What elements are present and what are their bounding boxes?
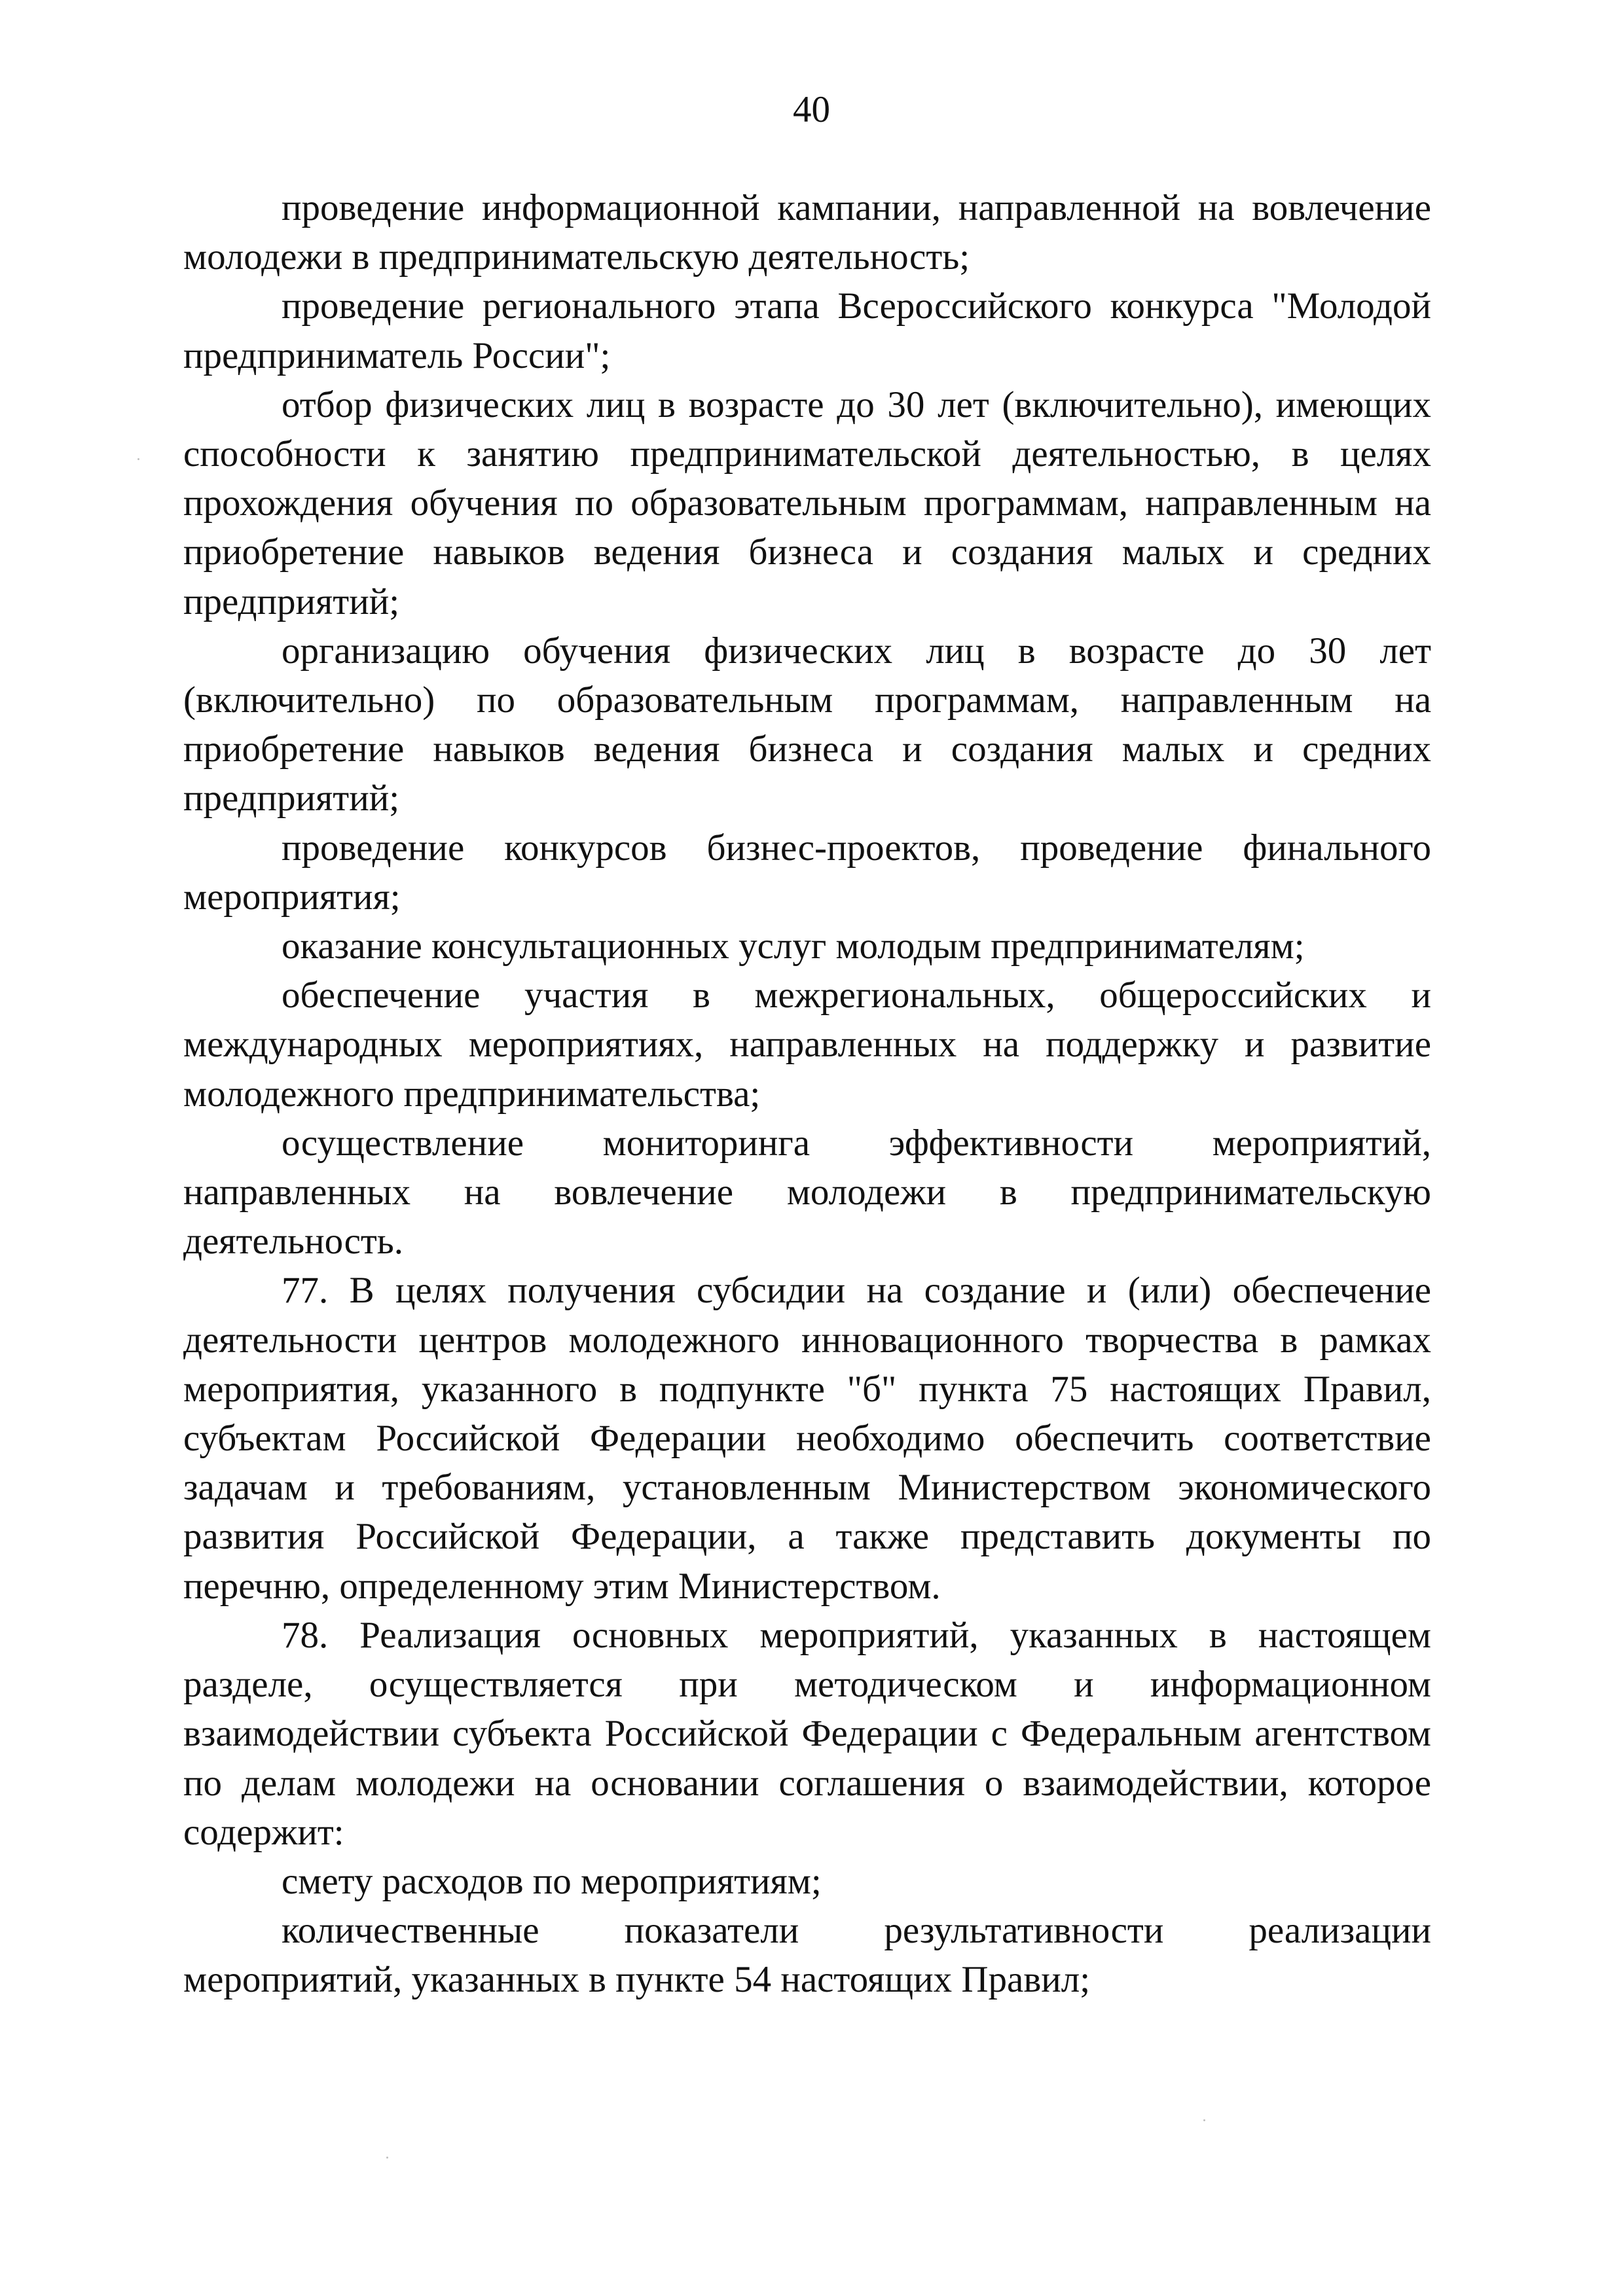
paragraph-training: организацию обучения физических лиц в возрасте до 30 лет (включительно) по образовательным программам, направленным на приобретение навыков ведения бизнеса и создания малых и средних предприятий; <box>183 630 1431 819</box>
paragraph-monitoring: осуществление мониторинга эффективности мероприятий, направленных на вовлечение молодежи в предпринимательскую деятельность. <box>183 1122 1431 1263</box>
paragraph-indicators: количественные показатели результативности реализации мероприятий, указанных в пункте 54 настоящих Правил; <box>183 1910 1431 2001</box>
paragraph-info-campaign: проведение информационной кампании, направленной на вовлечение молодежи в предпринимательскую деятельность; <box>183 187 1431 278</box>
paragraph-participation: обеспечение участия в межрегиональных, общероссийских и международных мероприятиях, направленных на поддержку и развитие молодежного предпринимательства; <box>183 975 1431 1115</box>
page-number: 40 <box>793 89 830 130</box>
paragraph-item-77: 77. В целях получения субсидии на создание и (или) обеспечение деятельности центров молодежного инновационного творчества в рамках мероприятия, указанного в подпункте "б" пункта 75 настоящих Правил, субъектам Российской Федерации необходимо обеспечить соответствие задачам и требованиям, установленным Министерством экономического развития Российской Федерации, а также представить документы по перечню, определенному этим Министерством. <box>183 1270 1431 1607</box>
paragraph-item-78: 78. Реализация основных мероприятий, указанных в настоящем разделе, осуществляется при методическом и информационном взаимодействии субъекта Российской Федерации с Федеральным агентством по делам молодежи на основании соглашения о взаимодействии, которое содержит: <box>183 1614 1431 1853</box>
document-body <box>183 183 1431 2005</box>
scan-speck <box>1203 2119 1205 2121</box>
paragraph-cost-estimate: смету расходов по мероприятиям; <box>282 1860 822 1902</box>
paragraph-consulting: оказание консультационных услуг молодым предпринимателям; <box>282 925 1305 967</box>
scan-speck <box>386 2157 388 2159</box>
paragraph-regional-stage: проведение регионального этапа Всероссийского конкурса "Молодой предприниматель России"; <box>183 285 1431 376</box>
scan-speck <box>137 458 139 460</box>
paragraph-selection: отбор физических лиц в возрасте до 30 лет (включительно), имеющих способности к занятию предпринимательской деятельностью, в целях прохождения обучения по образовательным программам, направленным на приобретение навыков ведения бизнеса и создания малых и средних предприятий; <box>183 384 1431 622</box>
paragraph-contests: проведение конкурсов бизнес-проектов, проведение финального мероприятия; <box>183 827 1431 918</box>
